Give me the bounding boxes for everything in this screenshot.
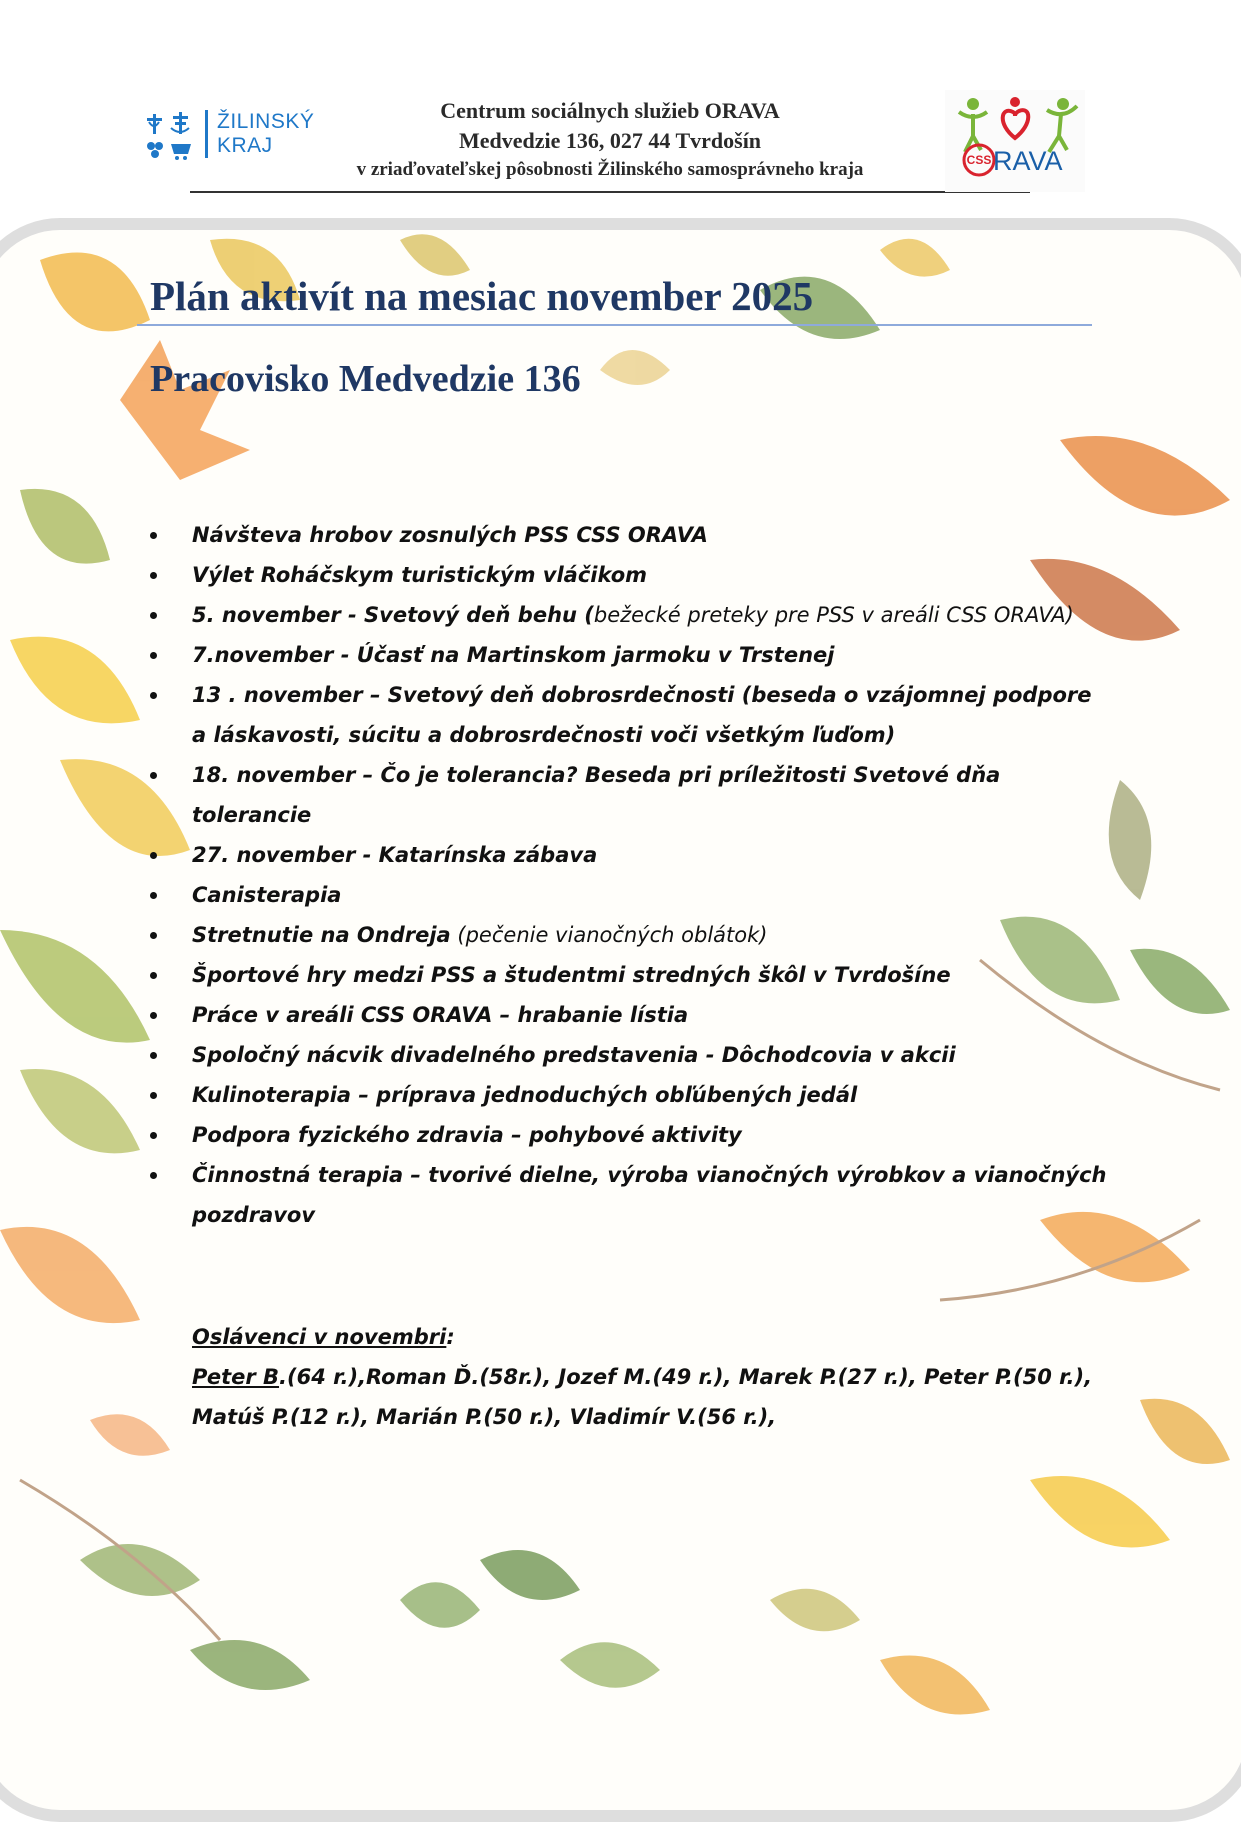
activity-item — [150, 915, 1110, 955]
activity-note: (pečenie vianočných oblátok) — [450, 923, 768, 947]
leaf-icon — [0, 1227, 140, 1323]
activity-text: 5. november - Svetový deň behu ( — [192, 603, 594, 627]
leaf-icon — [20, 489, 110, 564]
region-logo-line2: KRAJ — [217, 134, 273, 157]
page-subtitle: Pracovisko Medvedzie 136 — [150, 358, 581, 400]
bullet-icon — [150, 932, 157, 939]
activity-item — [150, 515, 1110, 555]
leaf-icon — [770, 1589, 860, 1632]
leaf-icon — [600, 350, 670, 385]
activity-list — [150, 515, 1110, 1235]
title-underline — [137, 324, 1092, 326]
leaf-icon — [40, 253, 150, 332]
bullet-icon — [150, 772, 157, 779]
activity-text: 27. november - Katarínska zábava — [192, 843, 598, 867]
leaf-icon — [880, 239, 950, 277]
leaf-icon — [1140, 1399, 1230, 1464]
bullet-icon — [150, 972, 157, 979]
activity-item — [150, 1115, 1110, 1155]
activity-item — [150, 555, 1110, 595]
activity-text: Kulinoterapia – príprava jednoduchých obľúbených jedál — [192, 1083, 858, 1107]
leaf-icon — [90, 1414, 170, 1455]
activity-item — [150, 995, 1110, 1035]
leaf-icon — [1030, 1476, 1170, 1548]
leaf-icon — [80, 1544, 200, 1596]
activity-text: Športové hry medzi PSS a študentmi stredných škôl v Tvrdošíne — [192, 963, 951, 987]
org-logo-badge: CSS — [966, 153, 992, 167]
birthdays-section — [192, 1317, 1122, 1437]
activity-text: Práce v areáli CSS ORAVA – hrabanie lístia — [192, 1003, 689, 1027]
activity-text: Stretnutie na Ondreja — [192, 923, 451, 947]
leaf-icon — [1130, 949, 1230, 1014]
leaf-icon — [20, 1069, 140, 1153]
activity-text: Podpora fyzického zdravia – pohybové aktivity — [192, 1123, 742, 1147]
leaf-icon — [1060, 436, 1230, 516]
activity-item — [150, 955, 1110, 995]
activity-text: 18. november – Čo je tolerancia? Beseda pri príležitosti Svetové dňa tolerancie — [192, 763, 1001, 827]
activity-text: 13 . november – Svetový deň dobrosrdečnosti (beseda o vzájomnej podpore a láskavosti, súcitu a dobrosrdečnosti voči všetkým ľuďom) — [192, 683, 1092, 747]
leaf-icon — [880, 1656, 990, 1715]
institution-address: Medvedzie 136, 027 44 Tvrdošín — [458, 128, 762, 153]
activity-item — [150, 755, 1110, 835]
activity-item — [150, 1075, 1110, 1115]
leaf-icon — [480, 1550, 580, 1600]
leaf-icon — [10, 637, 140, 724]
leaf-icon — [1109, 780, 1152, 900]
bullet-icon — [150, 1012, 157, 1019]
leaf-icon — [0, 930, 150, 1043]
activity-note: bežecké preteky pre PSS v areáli CSS ORAVA) — [593, 603, 1074, 627]
bullet-icon — [150, 1092, 157, 1099]
bullet-icon — [150, 1172, 157, 1179]
page-title: Plán aktivít na mesiac november 2025 — [150, 273, 814, 319]
bullet-icon — [150, 1052, 157, 1059]
institution-name: Centrum sociálnych služieb ORAVA — [440, 98, 780, 123]
activity-text: Činnostná terapia – tvorivé dielne, výroba vianočných výrobkov a vianočných pozdravov — [192, 1163, 1107, 1227]
leaf-icon — [190, 1640, 310, 1690]
org-logo-text: RAVA — [993, 146, 1063, 176]
activity-item — [150, 875, 1110, 915]
activity-text: Spoločný nácvik divadelného predstavenia - Dôchodcovia v akcii — [192, 1043, 956, 1067]
activity-item — [150, 635, 1110, 675]
activity-text: Canisterapia — [192, 883, 342, 907]
bullet-icon — [150, 652, 157, 659]
bullet-icon — [150, 892, 157, 899]
birthdays-heading-colon: : — [446, 1325, 455, 1349]
bullet-icon — [150, 612, 157, 619]
activity-text: Výlet Roháčskym turistickým vláčikom — [192, 563, 648, 587]
birthday-list: .(64 r.),Roman Ď.(58r.), Jozef M.(49 r.), Marek P.(27 r.), Peter P.(50 r.), Matúš P.(12 r.), Marián P.(50 r.), Vladimír V.(56 r.), — [192, 1365, 1093, 1429]
bullet-icon — [150, 1132, 157, 1139]
birthday-first-name: Peter B — [192, 1365, 280, 1389]
activity-text: 7.november - Účasť na Martinskom jarmoku v Trstenej — [192, 643, 835, 667]
bullet-icon — [150, 572, 157, 579]
bullet-icon — [150, 852, 157, 859]
leaf-icon — [560, 1642, 660, 1688]
birthdays-heading: Oslávenci v novembri — [192, 1325, 447, 1349]
bullet-icon — [150, 692, 157, 699]
activity-item — [150, 595, 1110, 635]
activity-item — [150, 1035, 1110, 1075]
bullet-icon — [150, 532, 157, 539]
activity-item — [150, 1155, 1110, 1235]
region-logo-line1: ŽILINSKÝ — [217, 110, 315, 133]
leaf-icon — [400, 1582, 480, 1628]
activity-item — [150, 675, 1110, 755]
activity-item — [150, 835, 1110, 875]
activity-text: Návšteva hrobov zosnulých PSS CSS ORAVA — [192, 523, 708, 547]
institution-authority: v zriaďovateľskej pôsobnosti Žilinského samosprávneho kraja — [356, 159, 864, 180]
